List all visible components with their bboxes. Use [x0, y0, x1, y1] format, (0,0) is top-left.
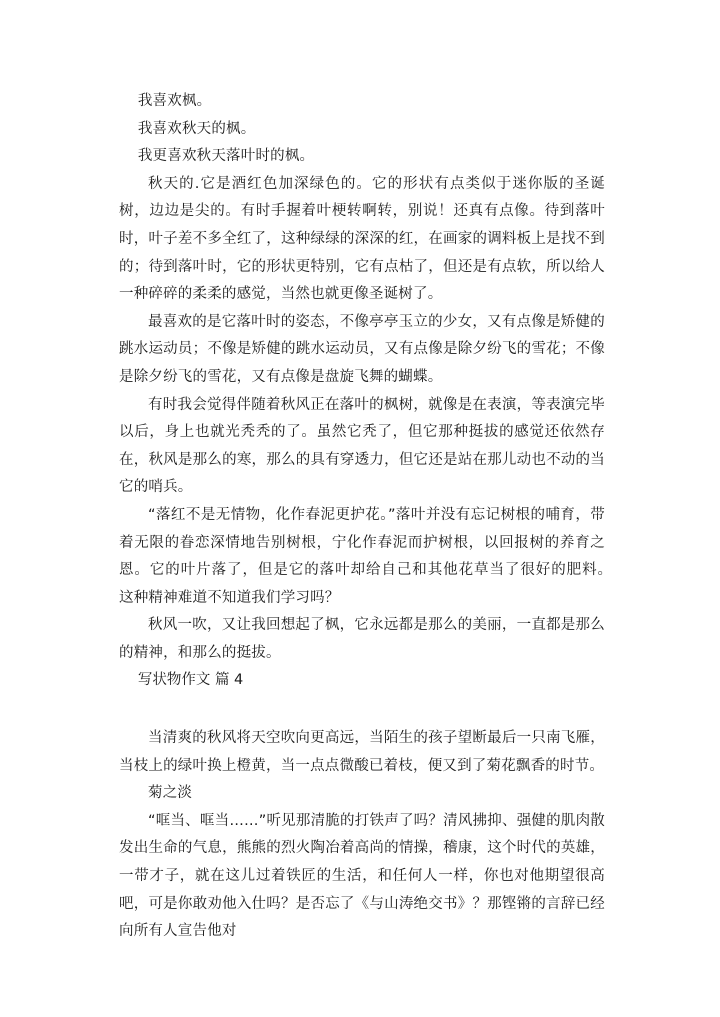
paragraph: 我更喜欢秋天落叶时的枫。 — [137, 148, 315, 165]
paragraph: 秋风一吹，又让我回想起了枫，它永远都是那么的美丽，一直都是那么的精神，和那么的挺拔。 — [119, 617, 605, 661]
paragraph: 有时我会觉得伴随着秋风正在落叶的枫树，就像是在表演，等表演完毕以后，身上也就光秃秃的了。虽然它秃了，但它那种挺拔的感觉还依然存在，秋风是那么的寒，那么的具有穿透力，但它还是站在那儿动也不动的当它的哨兵。 — [119, 396, 605, 496]
paragraph: 秋天的.它是酒红色加深绿色的。它的形状有点类似于迷你版的圣诞树，边边是尖的。有时手握着叶梗转啊转，别说！还真有点像。待到落叶时，叶子差不多全红了，这种绿绿的深深的红，在画家的调料板上是找不到的；待到落叶时，它的形状更特别，它有点枯了，但还是有点软，所以给人一种碎碎的柔柔的感觉，当然也就更像圣诞树了。 — [119, 175, 605, 303]
subtitle: 菊之淡 — [148, 785, 193, 802]
section-heading: 写状物作文 篇 4 — [137, 672, 244, 689]
paragraph: “落红不是无情物，化作春泥更护花。”落叶并没有忘记树根的哺育，带着无限的眷恋深情地告别树根，宁化作春泥而护树根，以回报树的养育之恩。它的叶片落了，但是它的落叶却给自己和其他花草当了很好的肥料。 这种精神难道不知道我们学习吗？ — [119, 506, 620, 606]
intro-paragraph: 当清爽的秋风将天空吹向更高远，当陌生的孩子望断最后一只南飞雁，当枝上的绿叶换上橙黄，当一点点微酸已着枝，便又到了菊花飘香的时节。 — [119, 730, 605, 774]
paragraph: “哐当、哐当……”听见那清脆的打铁声了吗？清风拂抑、强健的肌肉散发出生命的气息，熊熊的烈火陶冶着高尚的情操，稽康，这个时代的英雄，一带才子，就在这儿过着铁匠的生活，和任何人一样，你也对他期望很高吧，可是你敢劝他入仕吗？是否忘了《与山涛绝交书》？那铿锵的言辞已经向所有人宣告他对 — [119, 812, 605, 940]
section-spacer — [119, 695, 605, 725]
paragraph: 我喜欢秋天的枫。 — [137, 120, 256, 137]
paragraph: 最喜欢的是它落叶时的姿态，不像亭亭玉立的少女，又有点像是矫健的跳水运动员；不像是矫健的跳水运动员，又有点像是除夕纷飞的雪花；不像是除夕纷飞的雪花，又有点像是盘旋飞舞的蝴蝶。 — [119, 313, 605, 385]
document-body — [119, 88, 620, 946]
paragraph: 我喜欢枫。 — [137, 93, 212, 109]
